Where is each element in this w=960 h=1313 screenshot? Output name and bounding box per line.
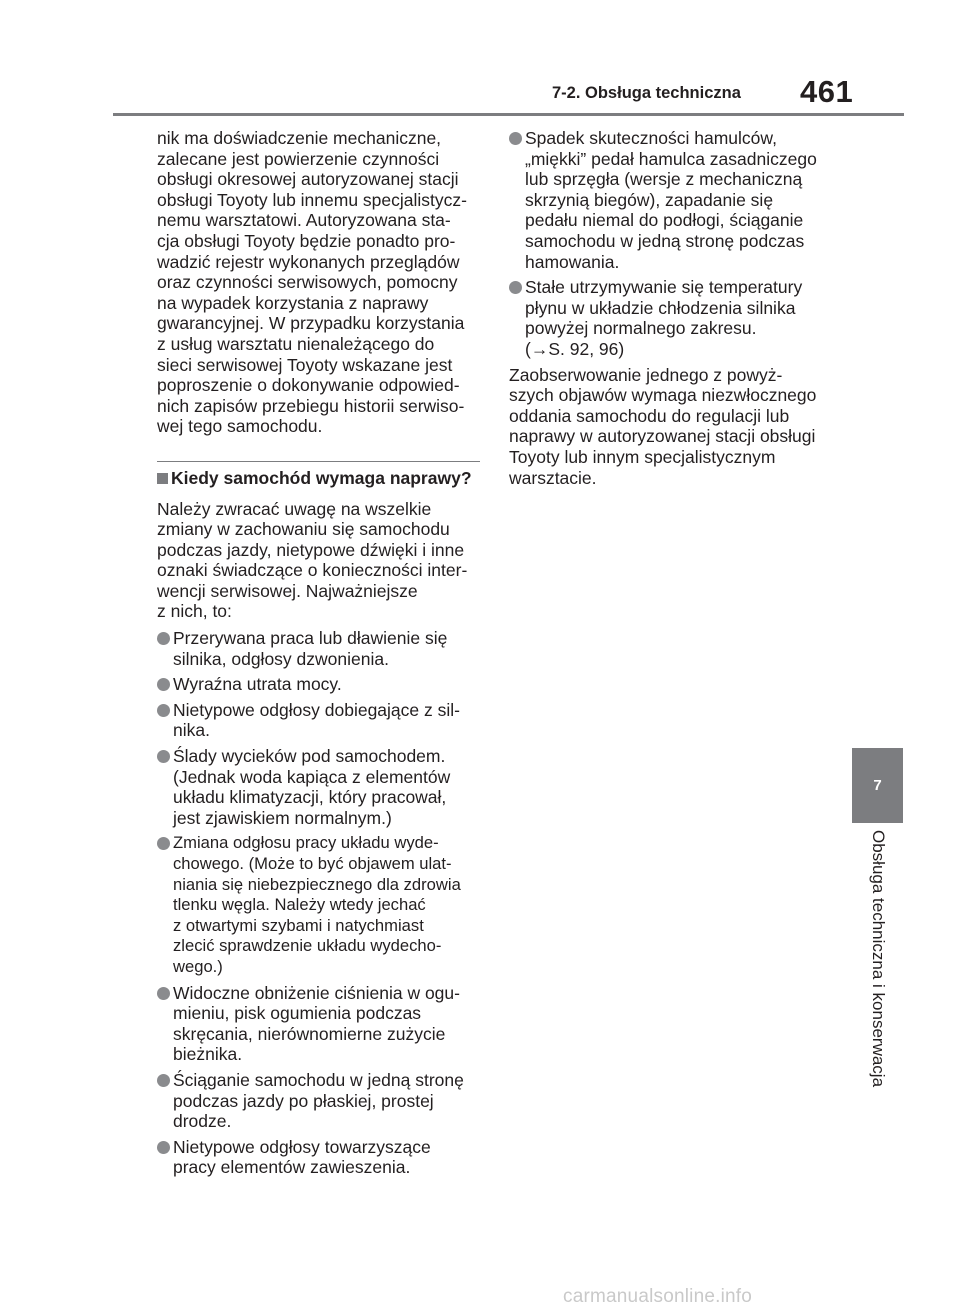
text-line: podczas jazdy, nietypowe dźwięki i inne	[157, 539, 465, 560]
text-line: podczas jazdy po płaskiej, prostej	[173, 1090, 434, 1111]
text-line: obsługi Toyoty lub innemu specjalistycz-	[157, 189, 467, 210]
text-line: pracy elementów zawieszenia.	[173, 1157, 411, 1178]
text-line: z otwartymi szybami i natychmiast	[173, 915, 424, 935]
text-line: gwarancyjnej. W przypadku korzystania	[157, 313, 465, 334]
text-line: pedału niemal do podłogi, ściąganie	[525, 210, 804, 231]
header-rule	[113, 113, 904, 116]
text-line: nika.	[173, 720, 210, 741]
bullet-dot-icon	[157, 678, 170, 691]
text-line: nik ma doświadczenie mechaniczne,	[157, 128, 442, 148]
list-item	[157, 833, 487, 977]
watermark: carmanualsonline.info	[563, 1286, 753, 1307]
text-line: obsługi okresowej autoryzowanej stacji	[157, 169, 459, 190]
text-line: nemu warsztatowi. Autoryzowana sta-	[157, 210, 451, 231]
list-item	[157, 1070, 487, 1132]
text-line: wego.)	[173, 956, 223, 976]
list-item	[509, 128, 839, 272]
text-line: bieżnika.	[173, 1044, 243, 1065]
text-line: Spadek skuteczności hamulców,	[525, 128, 777, 148]
list-item	[157, 628, 487, 669]
text-line: oddania samochodu do regulacji lub	[509, 405, 790, 426]
text-line: (Jednak woda kapiąca z elementów	[173, 766, 451, 787]
text-line: lub sprzęgła (wersje z mechaniczną	[525, 169, 803, 190]
bullet-dot-icon	[157, 1074, 170, 1087]
list-item	[157, 674, 487, 695]
bullet-dot-icon	[509, 281, 522, 294]
text-line: płynu w układzie chłodzenia silnika	[525, 297, 796, 318]
text-line: na wypadek korzystania z naprawy	[157, 292, 429, 313]
page-reference-link[interactable]: (→S. 92, 96)	[525, 338, 625, 359]
text-line: niania się niebezpiecznego dla zdrowia	[173, 874, 461, 894]
page-number: 461	[800, 74, 854, 109]
text-line: nich zapisów przebiegu historii serwiso-	[157, 395, 465, 416]
text-line: skręcania, nierównomierne zużycie	[173, 1023, 446, 1044]
text-line: poproszenie o dokonywanie odpowied-	[157, 375, 460, 396]
chapter-tab[interactable]: 7	[852, 748, 903, 823]
text-line: oznaki świadczące o konieczności inter-	[157, 560, 468, 581]
text-line: Widoczne obniżenie ciśnienia w ogu-	[173, 982, 460, 1003]
text-line: szych objawów wymaga niezwłocznego	[509, 385, 817, 406]
list-item	[157, 983, 487, 1065]
bullet-dot-icon	[157, 987, 170, 1000]
text-line: sieci serwisowej Toyoty wskazane jest	[157, 354, 453, 375]
text-line: zalecane jest powierzenie czynności	[157, 148, 440, 169]
text-line: Zaobserwowanie jednego z powyż-	[509, 364, 783, 385]
text-line: skrzynią biegów), zapadanie się	[525, 189, 774, 210]
text-line: hamowania.	[525, 251, 620, 272]
intro-paragraph	[157, 128, 487, 437]
text-line: układu klimatyzacji, który pracował,	[173, 787, 447, 808]
text-line: tlenku węgla. Należy wtedy jechać	[173, 895, 426, 915]
text-line: z usług warsztatu nienależącego do	[157, 333, 435, 354]
text-line: Nietypowe odgłosy towarzyszące	[173, 1136, 431, 1157]
text-line: jest zjawiskiem normalnym.)	[173, 807, 392, 828]
right-column	[509, 128, 839, 488]
text-line: Należy zwracać uwagę na wszelkie	[157, 498, 432, 519]
text-line: mieniu, pisk ogumienia podczas	[173, 1003, 422, 1024]
text-line: Nietypowe odgłosy dobiegające z sil-	[173, 699, 460, 720]
text-line: Toyoty lub innym specjalistycznym	[509, 446, 776, 467]
section-heading	[157, 468, 487, 489]
text-line: Ściąganie samochodu w jedną stronę	[173, 1069, 464, 1090]
section-divider	[157, 461, 480, 462]
text-line: Ślady wycieków pod samochodem.	[173, 746, 446, 767]
text-line: „miękki” pedał hamulca zasadniczego	[525, 148, 817, 169]
bullet-dot-icon	[157, 1141, 170, 1154]
text-line: Zmiana odgłosu pracy układu wyde-	[173, 833, 439, 853]
section-intro	[157, 499, 487, 623]
section-heading-text: Kiedy samochód wymaga naprawy?	[171, 467, 472, 488]
text-line: warsztacie.	[509, 467, 597, 488]
closing-paragraph	[509, 365, 839, 489]
list-item	[157, 746, 487, 828]
square-bullet-icon	[157, 473, 168, 484]
list-item	[509, 277, 839, 359]
left-column	[157, 128, 487, 1183]
list-item	[157, 1137, 487, 1178]
text-line: wencji serwisowej. Najważniejsze	[157, 580, 418, 601]
text-line: wej tego samochodu.	[157, 416, 323, 437]
text-line: cja obsługi Toyoty będzie ponadto pro-	[157, 230, 456, 251]
text-line: chowego. (Może to być objawem ulat-	[173, 854, 452, 873]
bullet-dot-icon	[509, 132, 522, 145]
list-item	[157, 700, 487, 741]
text-line: Wyraźna utrata mocy.	[173, 674, 342, 695]
text-line: powyżej normalnego zakresu.	[525, 318, 757, 339]
text-line: wadzić rejestr wykonanych przeglądów	[157, 251, 460, 272]
text-line: oraz czynności serwisowych, pomocny	[157, 272, 458, 293]
header-section-title: 7-2. Obsługa techniczna	[552, 84, 741, 102]
text-line: Stałe utrzymywanie się temperatury	[525, 277, 803, 298]
bullet-dot-icon	[157, 632, 170, 645]
text-line: drodze.	[173, 1111, 232, 1132]
text-line: zlecić sprawdzenie układu wydecho-	[173, 936, 442, 956]
text-line: silnika, odgłosy dzwonienia.	[173, 648, 389, 669]
text-line: Przerywana praca lub dławienie się	[173, 628, 448, 649]
bullet-dot-icon	[157, 750, 170, 763]
text-line: naprawy w autoryzowanej stacji obsługi	[509, 426, 816, 447]
bullet-dot-icon	[157, 837, 170, 850]
text-line: samochodu w jedną stronę podczas	[525, 230, 805, 251]
chapter-side-label: Obsługa techniczna i konserwacja	[869, 830, 888, 1088]
bullet-dot-icon	[157, 704, 170, 717]
text-line: z nich, to:	[157, 601, 232, 622]
text-line: zmiany w zachowaniu się samochodu	[157, 519, 450, 540]
